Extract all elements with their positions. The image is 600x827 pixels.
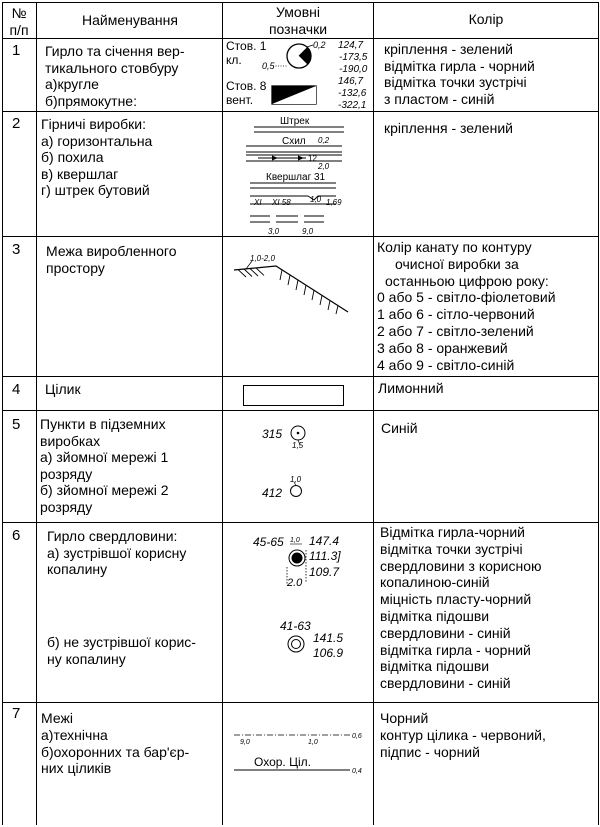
row-3-number: 3	[12, 241, 21, 258]
shaft-8-values: 146,7 -132,6 -322,1	[338, 76, 367, 111]
row-1-color: кріплення - зелений відмітка гирла - чорний відмітка точки зустрічі з пластом - синій	[384, 41, 535, 107]
survey-point-1-size: 1,5	[292, 441, 304, 450]
borehole-a-number: 45-65	[253, 535, 284, 549]
shaft-8-label: Стов. 8 вент.	[226, 79, 267, 107]
incline-number: 12	[308, 154, 317, 163]
gob-drift-value-2: 9,0	[302, 227, 314, 236]
row-7-name: Межі а)технічна б)охоронних та бар'єр- них ціликів	[41, 710, 190, 777]
shaft-1-values: 124,7 -173,5 -190,0	[338, 40, 368, 75]
row-3-name: Межа виробленного простору	[46, 243, 177, 276]
borehole-a-thickness: 2.0	[287, 577, 303, 589]
row-divider-3	[2, 376, 598, 377]
row-4-name: Цілик	[45, 381, 81, 397]
row-5-number: 5	[12, 416, 21, 433]
borehole-a-symbol	[250, 530, 360, 590]
round-shaft-symbol	[262, 39, 342, 75]
shaft-1-top-value: 0,2	[313, 40, 326, 50]
boundary-value-2: 1,0	[308, 739, 318, 746]
boundary-value-4: 0,4	[352, 768, 362, 775]
row-divider-2	[2, 236, 598, 237]
header-color: Колір	[468, 11, 504, 27]
row-2-number: 2	[12, 115, 21, 132]
incline-width: 0,2	[318, 136, 330, 145]
row-6-name-a: Гирло свердловини: а) зустрівшої корисну копалину	[47, 528, 187, 578]
borehole-a-diameter: 1,0	[290, 537, 300, 544]
row-divider-5	[2, 522, 598, 523]
mined-out-boundary-symbol	[232, 248, 362, 318]
row-4-color: Лимонний	[378, 380, 444, 396]
row-7-color: Чорний контур цілика - червоний, підпис - чорний	[380, 710, 546, 760]
crosscut-xi-58: XI 58	[272, 198, 291, 207]
borehole-b-number: 41-63	[280, 619, 311, 633]
boundary-value-1: 9,0	[240, 739, 250, 746]
survey-point-2-size: 1,0	[290, 475, 302, 484]
incline-arrow-icon	[272, 156, 278, 161]
row-7-number: 7	[12, 705, 21, 722]
header-name: Найменування	[82, 12, 178, 28]
header-symbols: Умовні позначки	[268, 4, 328, 37]
survey-point-1-label: 315	[262, 427, 283, 441]
borehole-b-values: 141.5 106.9	[313, 631, 344, 661]
row-2-name: Гірничі виробки: а) горизонтальна б) похила в) квершлаг г) штрек бутовий	[41, 116, 153, 199]
table-border-top	[2, 2, 598, 3]
col-divider-3	[373, 2, 374, 825]
row-5-color: Синій	[381, 420, 418, 436]
table-border-right	[598, 2, 599, 825]
row-4-number: 4	[12, 381, 21, 398]
boundary-lines-symbols	[230, 726, 368, 776]
shaft-1-left-value: 0,5	[262, 61, 275, 71]
row-divider-4	[2, 410, 598, 411]
boundary-value-3: 0,6	[352, 733, 362, 740]
row-3-color: Колір канату по контуру очисної виробки за останньою цифрою року: 0 або 5 - світло-фіолетовий 1 або 6 - сітло-червоний 2 або 7 - світло-зелений 3 або 8 - оранжевий 4 або 9 - світло-синій	[377, 239, 556, 373]
drift-label: Штрек	[280, 116, 310, 127]
row-5-name: Пункти в підземних виробках а) зйомної мережі 1 розряду б) зйомної мережі 2 розряду	[40, 416, 169, 515]
crosscut-label: Квершлаг 31	[266, 172, 326, 183]
crosscut-value-2: 1,69	[326, 198, 342, 207]
survey-points-symbols	[258, 418, 318, 502]
row-1-name: Гирло та січення вер- тикального стовбуру а)кругле б)прямокутне:	[45, 43, 185, 109]
table-border-left	[2, 2, 3, 825]
boundary-width-label: 1,0-2,0	[250, 254, 275, 263]
row-6-number: 6	[12, 527, 21, 544]
rectangular-shaft-symbol	[270, 84, 320, 106]
row-6-name-b: б) не зустрівшої корис- ну копалину	[47, 634, 196, 667]
survey-point-2-label: 412	[262, 486, 283, 500]
gob-drift-value-1: 3,0	[268, 227, 280, 236]
header-number: № п/п	[9, 5, 29, 38]
col-divider-1	[36, 2, 37, 825]
row-divider-6	[2, 702, 598, 703]
incline-value: 2,0	[318, 162, 330, 171]
survey-point-2-icon	[291, 486, 302, 497]
pillar-rectangle-symbol	[243, 385, 344, 406]
row-6-color: Відмітка гирла-чорний відмітка точки зустрічі свердловини з корисною копалиною-синій міцність пласту-чорний відмітка підошви свердловини - синій відмітка гирла - чорний відмітка підошви свердловини - синій	[380, 524, 542, 692]
col-divider-2	[222, 2, 223, 825]
row-1-number: 1	[12, 42, 21, 59]
protective-pillar-label: Охор. Ціл.	[254, 755, 311, 769]
mine-workings-symbols	[232, 112, 372, 236]
incline-label: Схил	[282, 136, 306, 147]
crosscut-xi: XI	[254, 198, 262, 207]
row-2-color: кріплення - зелений	[384, 120, 513, 136]
borehole-b-symbol	[276, 616, 316, 656]
borehole-a-values: 147.4 111.3] 109.7	[309, 534, 341, 579]
crosscut-value-1: 1,0	[310, 195, 322, 204]
incline-arrow-icon	[298, 156, 304, 161]
shaft-1-label: Стов. 1 кл.	[226, 39, 267, 67]
